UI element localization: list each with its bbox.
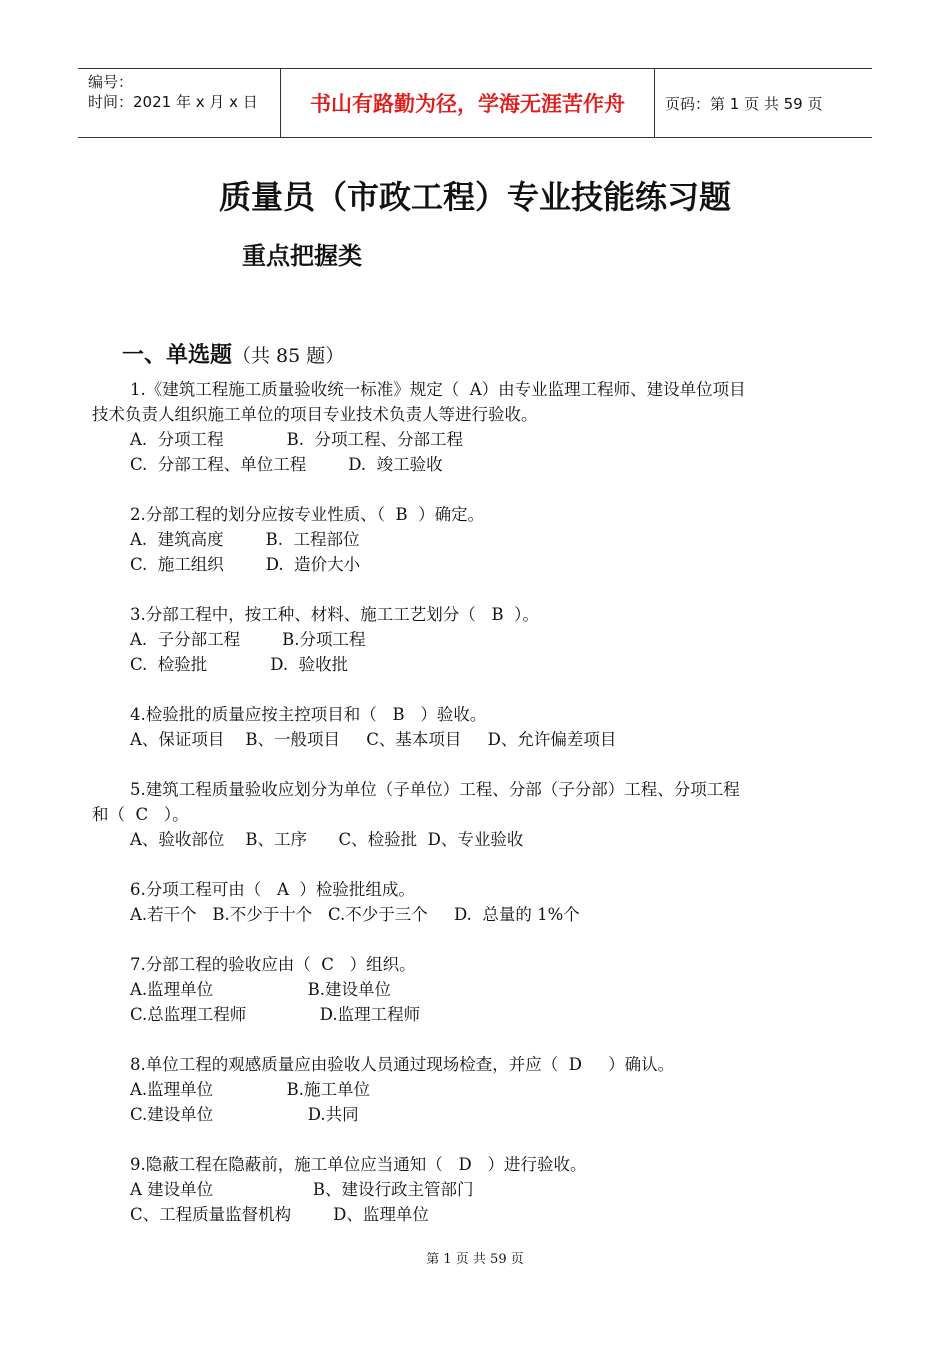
- question-stem: 1.《建筑工程施工质量验收统一标准》规定（ A）由专业监理工程师、建设单位项目: [130, 380, 746, 399]
- document-subtitle: 重点把握类: [242, 242, 362, 270]
- question-stem: 4.检验批的质量应按主控项目和（ B ）验收。: [130, 705, 487, 724]
- question-options: C、工程质量监督机构 D、监理单位: [130, 1205, 429, 1224]
- header-meta-cell: [78, 69, 281, 137]
- document-title: 质量员（市政工程）专业技能练习题: [218, 178, 731, 216]
- doc-time-label: 时间：2021 年 x 月 x 日: [88, 93, 258, 111]
- question-options: C.建设单位 D.共同: [130, 1105, 359, 1124]
- question-item: [92, 377, 872, 477]
- header-page-info: 页码：第 1 页 共 59 页: [665, 94, 823, 113]
- question-item: [92, 777, 872, 852]
- question-stem: 3.分部工程中，按工种、材料、施工工艺划分（ B ）。: [130, 605, 539, 624]
- question-item: [92, 952, 872, 1027]
- question-stem: 9.隐蔽工程在隐蔽前，施工单位应当通知（ D ）进行验收。: [130, 1155, 587, 1174]
- question-stem: 6.分项工程可由（ A ）检验批组成。: [130, 880, 415, 899]
- question-options: C. 检验批 D. 验收批: [130, 655, 349, 674]
- section-title: 一、单选题: [122, 343, 233, 368]
- question-stem: 5.建筑工程质量验收应划分为单位（子单位）工程、分部（子分部）工程、分项工程: [130, 780, 740, 799]
- question-item: [92, 1052, 872, 1127]
- section-heading: [122, 338, 344, 369]
- question-stem: 8.单位工程的观感质量应由验收人员通过现场检查，并应（ D ）确认。: [130, 1055, 675, 1074]
- question-stem: 和（ C ）。: [92, 805, 189, 824]
- question-options: A. 建筑高度 B. 工程部位: [130, 530, 360, 549]
- question-stem: 7.分部工程的验收应由（ C ）组织。: [130, 955, 416, 974]
- question-item: [92, 602, 872, 677]
- question-options: A 建设单位 B、建设行政主管部门: [130, 1180, 474, 1199]
- doc-number-label: 编号：: [88, 73, 134, 91]
- question-options: C.总监理工程师 D.监理工程师: [130, 1005, 421, 1024]
- question-item: [92, 1152, 872, 1227]
- question-options: C. 分部工程、单位工程 D. 竣工验收: [130, 455, 443, 474]
- question-options: C. 施工组织 D. 造价大小: [130, 555, 361, 574]
- question-stem: 技术负责人组织施工单位的项目专业技术负责人等进行验收。: [92, 405, 538, 424]
- question-options: A.监理单位 B.施工单位: [130, 1080, 370, 1099]
- question-options: A. 分项工程 B. 分项工程、分部工程: [130, 430, 463, 449]
- question-item: [92, 702, 872, 752]
- page-footer: 第 1 页 共 59 页: [426, 1252, 524, 1267]
- question-options: A.监理单位 B.建设单位: [130, 980, 391, 999]
- question-item: [92, 502, 872, 577]
- question-stem: 2.分部工程的划分应按专业性质、（ B ）确定。: [130, 505, 485, 524]
- header-table: [78, 68, 872, 138]
- question-item: [92, 877, 872, 927]
- question-options: A、保证项目 B、一般项目 C、基本项目 D、允许偏差项目: [130, 730, 617, 749]
- question-options: A、验收部位 B、工序 C、检验批 D、专业验收: [130, 830, 524, 849]
- section-count: （共 85 题）: [232, 345, 345, 367]
- question-options: A. 子分部工程 B.分项工程: [130, 630, 366, 649]
- header-motto: 书山有路勤为径，学海无涯苦作舟: [281, 69, 655, 137]
- question-list: [92, 377, 872, 1252]
- question-options: A.若干个 B.不少于十个 C.不少于三个 D. 总量的 1%个: [130, 905, 580, 924]
